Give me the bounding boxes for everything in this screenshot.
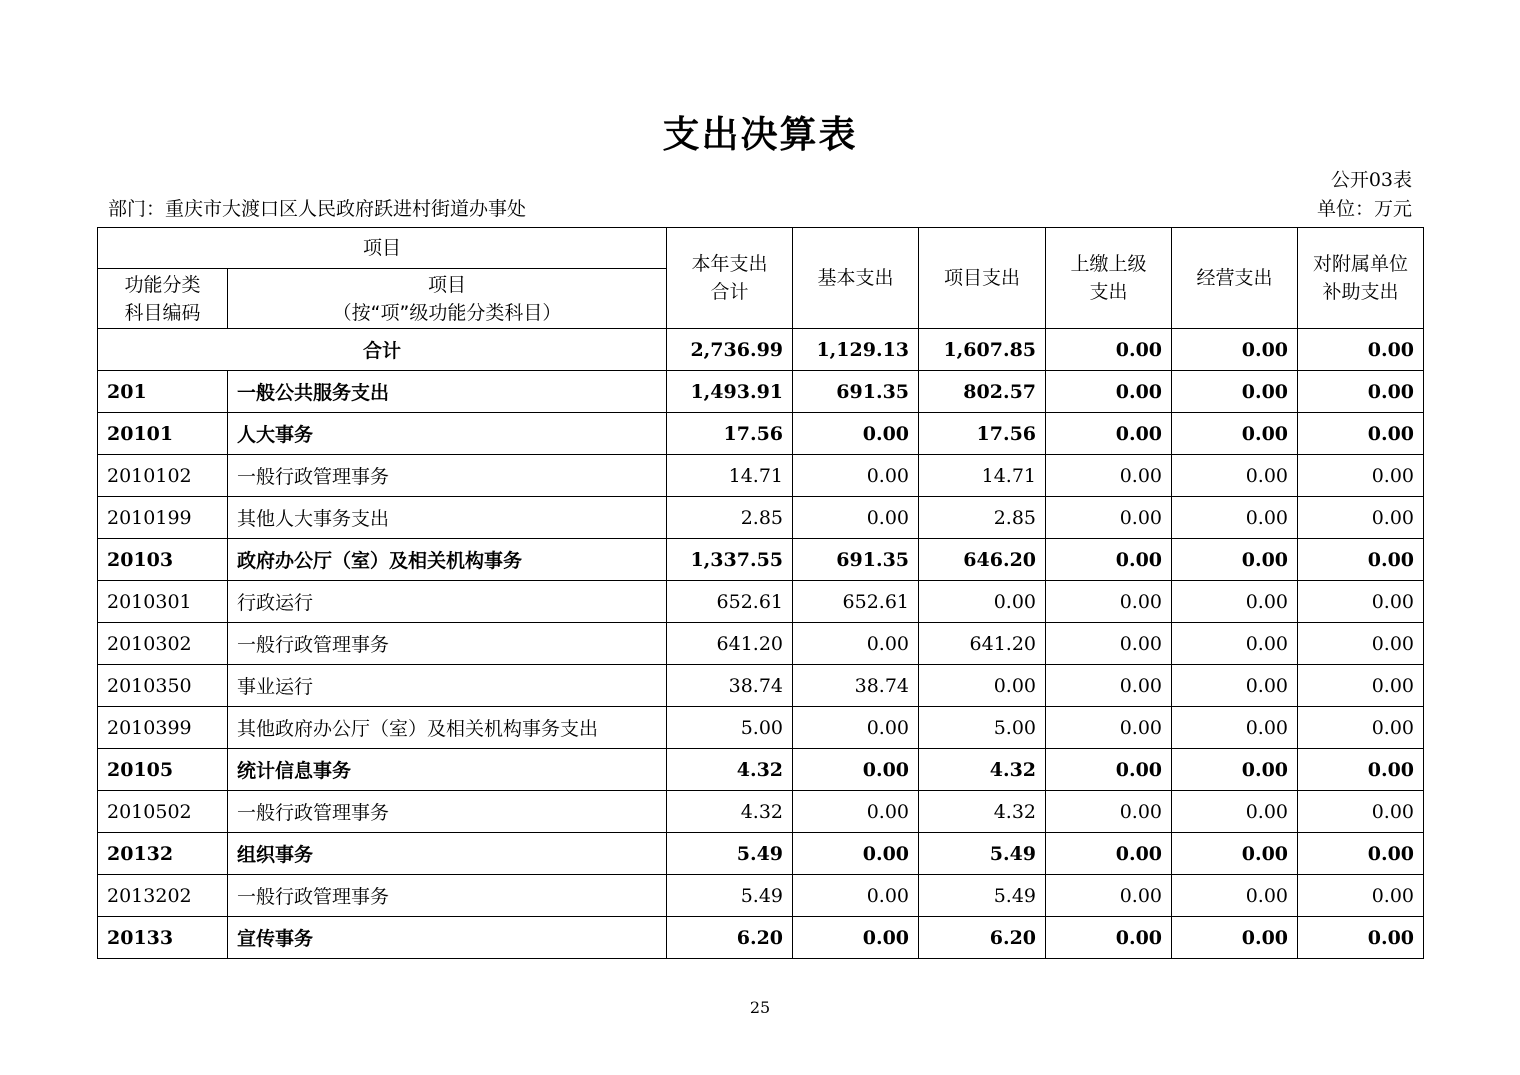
form-number: 公开03表 bbox=[1330, 169, 1412, 191]
row-upper: 0.00 bbox=[1046, 581, 1172, 623]
row-project: 4.32 bbox=[919, 791, 1046, 833]
row-upper: 0.00 bbox=[1046, 371, 1172, 413]
row-total: 5.49 bbox=[667, 875, 793, 917]
row-upper: 0.00 bbox=[1046, 665, 1172, 707]
department-label: 部门：重庆市大渡口区人民政府跃进村街道办事处 bbox=[108, 198, 527, 220]
row-code: 2010350 bbox=[98, 665, 228, 707]
row-project: 14.71 bbox=[919, 455, 1046, 497]
page-title: 支出决算表 bbox=[662, 113, 858, 156]
row-name: 一般行政管理事务 bbox=[228, 455, 667, 497]
header-subsidy-line2: 补助支出 bbox=[1322, 281, 1399, 303]
row-upper: 0.00 bbox=[1046, 917, 1172, 959]
summary-subsidy: 0.00 bbox=[1298, 329, 1424, 371]
row-business: 0.00 bbox=[1172, 497, 1298, 539]
row-project: 646.20 bbox=[919, 539, 1046, 581]
header-item-group: 项目 bbox=[98, 228, 667, 269]
row-total: 1,493.91 bbox=[667, 371, 793, 413]
table-row bbox=[98, 497, 1424, 539]
row-project: 2.85 bbox=[919, 497, 1046, 539]
unit-label: 单位：万元 bbox=[1316, 198, 1412, 220]
row-name: 事业运行 bbox=[228, 665, 667, 707]
row-name: 行政运行 bbox=[228, 581, 667, 623]
row-subsidy: 0.00 bbox=[1298, 371, 1424, 413]
row-total: 2.85 bbox=[667, 497, 793, 539]
table-row bbox=[98, 539, 1424, 581]
row-code: 20132 bbox=[98, 833, 228, 875]
row-subsidy: 0.00 bbox=[1298, 581, 1424, 623]
row-total: 17.56 bbox=[667, 413, 793, 455]
expenditure-table bbox=[97, 227, 1424, 959]
header-code-line2: 科目编码 bbox=[124, 301, 201, 324]
row-name: 其他政府办公厅（室）及相关机构事务支出 bbox=[228, 707, 667, 749]
row-total: 652.61 bbox=[667, 581, 793, 623]
row-subsidy: 0.00 bbox=[1298, 749, 1424, 791]
row-code: 201 bbox=[98, 371, 228, 413]
row-code: 2010102 bbox=[98, 455, 228, 497]
row-upper: 0.00 bbox=[1046, 539, 1172, 581]
row-business: 0.00 bbox=[1172, 707, 1298, 749]
row-basic: 0.00 bbox=[793, 791, 919, 833]
row-basic: 0.00 bbox=[793, 623, 919, 665]
row-upper: 0.00 bbox=[1046, 623, 1172, 665]
header-name-line2: （按“项”级功能分类科目） bbox=[332, 301, 562, 324]
row-basic: 0.00 bbox=[793, 917, 919, 959]
row-name: 政府办公厅（室）及相关机构事务 bbox=[228, 539, 667, 581]
summary-project: 1,607.85 bbox=[919, 329, 1046, 371]
row-subsidy: 0.00 bbox=[1298, 833, 1424, 875]
row-business: 0.00 bbox=[1172, 455, 1298, 497]
row-code: 20103 bbox=[98, 539, 228, 581]
row-code: 20105 bbox=[98, 749, 228, 791]
summary-total: 2,736.99 bbox=[667, 329, 793, 371]
row-name: 宣传事务 bbox=[228, 917, 667, 959]
row-project: 4.32 bbox=[919, 749, 1046, 791]
table-row bbox=[98, 665, 1424, 707]
header-name bbox=[228, 269, 667, 329]
row-project: 17.56 bbox=[919, 413, 1046, 455]
row-code: 20101 bbox=[98, 413, 228, 455]
header-subsidy bbox=[1298, 228, 1424, 329]
header-upper bbox=[1046, 228, 1172, 329]
table-row bbox=[98, 749, 1424, 791]
row-upper: 0.00 bbox=[1046, 455, 1172, 497]
row-upper: 0.00 bbox=[1046, 497, 1172, 539]
row-subsidy: 0.00 bbox=[1298, 497, 1424, 539]
row-business: 0.00 bbox=[1172, 539, 1298, 581]
row-upper: 0.00 bbox=[1046, 875, 1172, 917]
row-project: 641.20 bbox=[919, 623, 1046, 665]
row-business: 0.00 bbox=[1172, 665, 1298, 707]
row-subsidy: 0.00 bbox=[1298, 875, 1424, 917]
row-total: 38.74 bbox=[667, 665, 793, 707]
row-upper: 0.00 bbox=[1046, 707, 1172, 749]
row-subsidy: 0.00 bbox=[1298, 707, 1424, 749]
row-basic: 38.74 bbox=[793, 665, 919, 707]
row-name: 其他人大事务支出 bbox=[228, 497, 667, 539]
row-business: 0.00 bbox=[1172, 833, 1298, 875]
header-total-line2: 合计 bbox=[710, 281, 749, 303]
row-business: 0.00 bbox=[1172, 623, 1298, 665]
table-row bbox=[98, 833, 1424, 875]
row-basic: 0.00 bbox=[793, 413, 919, 455]
row-business: 0.00 bbox=[1172, 413, 1298, 455]
row-name: 一般行政管理事务 bbox=[228, 623, 667, 665]
row-total: 14.71 bbox=[667, 455, 793, 497]
table-row bbox=[98, 581, 1424, 623]
row-business: 0.00 bbox=[1172, 917, 1298, 959]
row-business: 0.00 bbox=[1172, 875, 1298, 917]
table-row bbox=[98, 455, 1424, 497]
table-row bbox=[98, 623, 1424, 665]
row-subsidy: 0.00 bbox=[1298, 665, 1424, 707]
row-code: 2013202 bbox=[98, 875, 228, 917]
header-subsidy-line1: 对附属单位 bbox=[1313, 253, 1409, 275]
table-row bbox=[98, 917, 1424, 959]
row-basic: 0.00 bbox=[793, 875, 919, 917]
header-code-line1: 功能分类 bbox=[124, 273, 201, 296]
row-subsidy: 0.00 bbox=[1298, 413, 1424, 455]
page-number: 25 bbox=[749, 998, 771, 1017]
row-project: 5.49 bbox=[919, 875, 1046, 917]
row-basic: 0.00 bbox=[793, 833, 919, 875]
row-name: 一般公共服务支出 bbox=[228, 371, 667, 413]
summary-row bbox=[98, 329, 1424, 371]
summary-label: 合计 bbox=[98, 329, 667, 371]
row-total: 1,337.55 bbox=[667, 539, 793, 581]
summary-basic: 1,129.13 bbox=[793, 329, 919, 371]
header-total bbox=[667, 228, 793, 329]
row-basic: 0.00 bbox=[793, 455, 919, 497]
header-upper-line1: 上缴上级 bbox=[1070, 253, 1147, 275]
row-upper: 0.00 bbox=[1046, 749, 1172, 791]
header-upper-line2: 支出 bbox=[1089, 281, 1128, 303]
row-upper: 0.00 bbox=[1046, 413, 1172, 455]
row-total: 641.20 bbox=[667, 623, 793, 665]
table-row bbox=[98, 413, 1424, 455]
row-basic: 691.35 bbox=[793, 539, 919, 581]
row-basic: 652.61 bbox=[793, 581, 919, 623]
row-code: 2010502 bbox=[98, 791, 228, 833]
row-project: 0.00 bbox=[919, 581, 1046, 623]
summary-business: 0.00 bbox=[1172, 329, 1298, 371]
row-name: 人大事务 bbox=[228, 413, 667, 455]
summary-upper: 0.00 bbox=[1046, 329, 1172, 371]
row-name: 统计信息事务 bbox=[228, 749, 667, 791]
table-row bbox=[98, 371, 1424, 413]
row-business: 0.00 bbox=[1172, 581, 1298, 623]
row-subsidy: 0.00 bbox=[1298, 623, 1424, 665]
row-name: 一般行政管理事务 bbox=[228, 791, 667, 833]
row-basic: 0.00 bbox=[793, 707, 919, 749]
row-business: 0.00 bbox=[1172, 791, 1298, 833]
row-project: 0.00 bbox=[919, 665, 1046, 707]
header-basic: 基本支出 bbox=[793, 228, 919, 329]
row-project: 5.00 bbox=[919, 707, 1046, 749]
row-code: 20133 bbox=[98, 917, 228, 959]
row-name: 一般行政管理事务 bbox=[228, 875, 667, 917]
table-row bbox=[98, 707, 1424, 749]
row-project: 5.49 bbox=[919, 833, 1046, 875]
row-basic: 0.00 bbox=[793, 749, 919, 791]
header-business: 经营支出 bbox=[1172, 228, 1298, 329]
header-name-line1: 项目 bbox=[428, 273, 467, 296]
row-upper: 0.00 bbox=[1046, 791, 1172, 833]
row-total: 4.32 bbox=[667, 749, 793, 791]
row-basic: 0.00 bbox=[793, 497, 919, 539]
row-project: 802.57 bbox=[919, 371, 1046, 413]
row-subsidy: 0.00 bbox=[1298, 455, 1424, 497]
row-project: 6.20 bbox=[919, 917, 1046, 959]
row-business: 0.00 bbox=[1172, 371, 1298, 413]
row-subsidy: 0.00 bbox=[1298, 539, 1424, 581]
row-basic: 691.35 bbox=[793, 371, 919, 413]
table-row bbox=[98, 875, 1424, 917]
table-row bbox=[98, 791, 1424, 833]
row-code: 2010199 bbox=[98, 497, 228, 539]
row-business: 0.00 bbox=[1172, 749, 1298, 791]
row-code: 2010301 bbox=[98, 581, 228, 623]
row-total: 6.20 bbox=[667, 917, 793, 959]
row-upper: 0.00 bbox=[1046, 833, 1172, 875]
row-code: 2010399 bbox=[98, 707, 228, 749]
row-name: 组织事务 bbox=[228, 833, 667, 875]
header-project: 项目支出 bbox=[919, 228, 1046, 329]
row-total: 5.49 bbox=[667, 833, 793, 875]
row-total: 4.32 bbox=[667, 791, 793, 833]
row-code: 2010302 bbox=[98, 623, 228, 665]
row-subsidy: 0.00 bbox=[1298, 791, 1424, 833]
row-total: 5.00 bbox=[667, 707, 793, 749]
header-total-line1: 本年支出 bbox=[691, 253, 768, 275]
header-code bbox=[98, 269, 228, 329]
row-subsidy: 0.00 bbox=[1298, 917, 1424, 959]
data-rows bbox=[98, 371, 1424, 959]
